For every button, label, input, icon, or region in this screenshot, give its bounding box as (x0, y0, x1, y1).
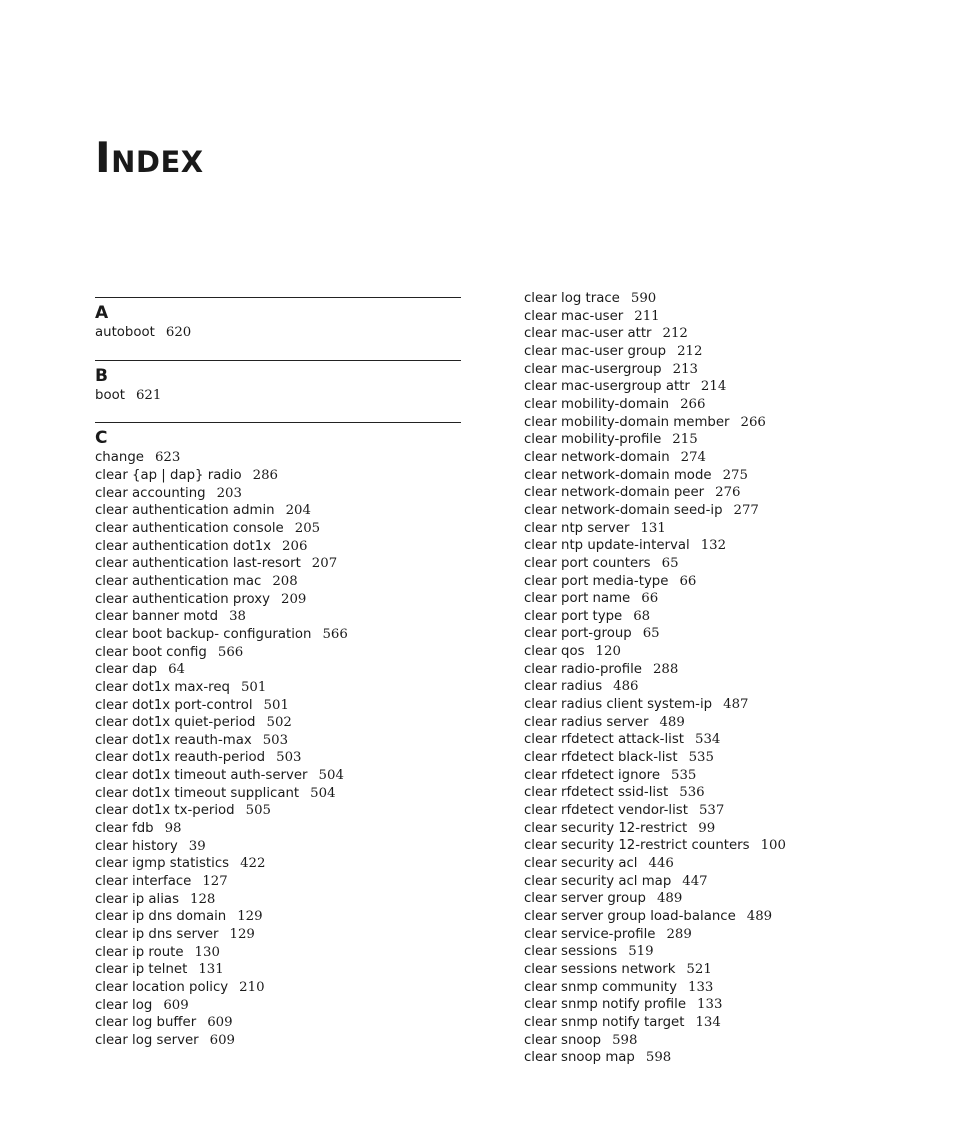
index-term: clear mobility-domain member (524, 414, 730, 430)
page-number: 519 (628, 944, 654, 960)
title-rest: NDEX (111, 145, 204, 179)
index-term: clear sessions (524, 944, 618, 960)
index-term: clear mac-usergroup attr (524, 379, 690, 395)
page-number: 501 (240, 679, 267, 695)
index-entry (95, 449, 461, 467)
index-entry (524, 555, 924, 573)
page-number: 209 (281, 591, 307, 607)
page-number: 489 (656, 891, 683, 907)
page-number: 211 (634, 308, 660, 324)
page-title (95, 133, 204, 184)
index-term: clear authentication proxy (95, 591, 270, 607)
page-number: 132 (700, 538, 727, 554)
index-term: clear boot config (95, 644, 207, 660)
page-number: 609 (207, 1015, 233, 1031)
index-entry (524, 537, 924, 555)
index-term: clear ip route (95, 944, 184, 960)
index-term: clear network-domain mode (524, 467, 712, 483)
index-term: clear port counters (524, 555, 651, 571)
page-number: 65 (661, 555, 679, 571)
section-letter: A (95, 303, 109, 323)
index-term: clear mac-usergroup (524, 361, 662, 377)
index-entry (524, 731, 924, 749)
index-term: clear ip telnet (95, 962, 188, 978)
index-entry (524, 361, 924, 379)
index-entry (95, 979, 461, 997)
index-entry (524, 714, 924, 732)
index-entry (524, 467, 924, 485)
index-term: clear log buffer (95, 1015, 197, 1031)
page-number: 266 (740, 414, 766, 430)
index-term: clear snoop map (524, 1050, 635, 1066)
index-term: clear server group load-balance (524, 908, 736, 924)
index-entry (524, 290, 924, 308)
page-number: 447 (682, 873, 708, 889)
index-term: clear dot1x port-control (95, 697, 253, 713)
index-entry (524, 643, 924, 661)
index-entry (524, 484, 924, 502)
index-entry (524, 308, 924, 326)
index-term: clear ntp update-interval (524, 538, 690, 554)
index-term: clear location policy (95, 980, 229, 995)
index-entry (95, 626, 461, 644)
page-number: 623 (154, 450, 181, 466)
page-number: 100 (760, 838, 786, 854)
index-entry (524, 520, 924, 538)
index-entry (95, 608, 461, 626)
index-entry (95, 1014, 461, 1032)
index-entry (524, 784, 924, 802)
index-entry (95, 926, 461, 944)
page-number: 65 (642, 626, 660, 642)
index-entry (524, 926, 924, 944)
index-term: clear dot1x timeout auth-server (95, 768, 308, 784)
index-entry (95, 467, 461, 485)
index-term: clear dot1x reauth-period (95, 750, 266, 766)
index-left-column (95, 297, 461, 1068)
index-term: clear snmp community (524, 979, 677, 995)
index-term: clear mobility-domain (524, 396, 670, 412)
index-entry (95, 714, 461, 732)
index-section-b (95, 360, 461, 405)
index-term: autoboot (95, 325, 155, 340)
page-number: 422 (240, 856, 266, 872)
index-term: clear mac-user group (524, 343, 667, 359)
page-number: 208 (272, 573, 298, 589)
index-entry (524, 608, 924, 626)
page-number: 566 (217, 644, 244, 660)
page-number: 489 (659, 714, 685, 730)
page-number: 206 (282, 538, 308, 554)
index-term: clear snmp notify profile (524, 997, 687, 1013)
page-number: 39 (188, 838, 206, 854)
page-number: 276 (715, 485, 741, 501)
section-letter: C (95, 428, 108, 449)
page-number: 274 (680, 449, 707, 465)
index-entry (524, 431, 924, 449)
index-entry (524, 908, 924, 926)
index-term: clear accounting (95, 485, 206, 501)
page-number: 214 (700, 379, 727, 395)
index-term: clear radio-profile (524, 661, 642, 677)
title-initial: I (95, 133, 112, 182)
page-number: 133 (697, 997, 723, 1013)
index-entry (524, 378, 924, 396)
index-entry (95, 873, 461, 891)
page-number: 131 (198, 962, 224, 978)
index-term: clear {ap | dap} radio (95, 467, 242, 483)
index-entry (95, 324, 461, 342)
index-term: clear port-group (524, 626, 632, 642)
index-entry (524, 573, 924, 591)
index-entry (524, 590, 924, 608)
index-entry (95, 591, 461, 609)
index-entry (524, 502, 924, 520)
index-entry (524, 979, 924, 997)
index-entry (524, 837, 924, 855)
index-entry (95, 838, 461, 856)
page-number: 537 (698, 803, 725, 819)
index-entry (524, 802, 924, 820)
page-number: 120 (595, 644, 621, 660)
page-number: 130 (194, 944, 220, 960)
index-term: clear server group (524, 891, 646, 907)
index-term: clear authentication last-resort (95, 556, 301, 572)
index-entry (95, 749, 461, 767)
page-number: 505 (245, 803, 272, 819)
index-term: clear authentication dot1x (95, 538, 272, 554)
index-term: clear history (95, 838, 178, 854)
index-term: clear igmp statistics (95, 856, 230, 872)
page-number: 212 (677, 343, 703, 359)
index-entry (95, 697, 461, 715)
page-number: 504 (318, 768, 344, 784)
page-number: 598 (612, 1032, 638, 1048)
index-term: clear rfdetect attack-list (524, 732, 685, 748)
index-term: clear security acl (524, 856, 638, 871)
index-entry (524, 625, 924, 643)
index-term: clear sessions network (524, 961, 676, 977)
index-entry (524, 325, 924, 343)
index-entry (524, 855, 924, 873)
page-number: 207 (311, 556, 338, 572)
index-term: clear rfdetect ssid-list (524, 785, 669, 801)
index-entry (95, 908, 461, 926)
index-entry (95, 679, 461, 697)
index-entry (95, 644, 461, 662)
index-term: clear radius client system-ip (524, 697, 713, 713)
index-term: clear security acl map (524, 873, 672, 889)
page-number: 129 (229, 927, 255, 943)
page-number: 134 (695, 1014, 721, 1030)
index-entry (95, 661, 461, 679)
page-number: 203 (216, 485, 242, 501)
page-number: 205 (294, 520, 321, 536)
index-term: clear port type (524, 608, 623, 624)
page-number: 489 (746, 908, 773, 924)
index-right-column (524, 290, 924, 1067)
index-term: clear radius (524, 679, 603, 695)
index-term: boot (95, 387, 125, 403)
page-number: 99 (698, 820, 716, 836)
index-term: clear rfdetect ignore (524, 767, 660, 783)
page-number: 66 (641, 591, 659, 607)
index-entry (524, 961, 924, 979)
page-number: 210 (239, 980, 265, 995)
index-term: clear log server (95, 1032, 199, 1048)
index-entry (95, 555, 461, 573)
index-entry (95, 944, 461, 962)
index-entry (524, 696, 924, 714)
index-term: clear network-domain (524, 449, 670, 465)
index-entry (95, 502, 461, 520)
index-term: clear mobility-profile (524, 432, 662, 448)
index-term: clear qos (524, 644, 585, 660)
index-term: clear boot backup- configuration (95, 626, 312, 642)
index-entry (95, 520, 461, 538)
page-number: 133 (688, 979, 714, 995)
index-term: clear mac-user (524, 308, 624, 324)
page-number: 504 (310, 785, 336, 801)
index-term: clear ip alias (95, 891, 180, 907)
page-number: 289 (666, 926, 692, 942)
page-number: 266 (680, 396, 706, 412)
page-number: 566 (322, 626, 348, 642)
index-entry (95, 538, 461, 556)
index-term: clear radius server (524, 714, 649, 730)
index-term: clear ntp server (524, 520, 630, 536)
page-number: 288 (652, 661, 679, 677)
page-number: 535 (671, 767, 697, 783)
index-entry (95, 802, 461, 820)
page-number: 68 (633, 608, 651, 624)
index-entry (524, 343, 924, 361)
index-term: clear network-domain seed-ip (524, 502, 723, 518)
page-number: 286 (252, 467, 279, 483)
page-number: 534 (695, 732, 721, 748)
page-number: 502 (266, 715, 292, 731)
index-term: clear port media-type (524, 573, 669, 589)
index-term: clear dot1x tx-period (95, 803, 235, 819)
index-term: clear rfdetect black-list (524, 750, 678, 766)
index-term: clear snoop (524, 1032, 602, 1048)
index-entry (95, 997, 461, 1015)
index-term: clear dap (95, 662, 158, 678)
index-entry (95, 891, 461, 909)
index-entry (95, 485, 461, 503)
index-entry (524, 678, 924, 696)
index-term: clear service-profile (524, 926, 656, 942)
index-term: clear network-domain peer (524, 485, 705, 501)
page-number: 486 (613, 679, 639, 695)
page-number: 535 (688, 750, 714, 766)
index-entry (524, 661, 924, 679)
page-number: 131 (640, 520, 666, 536)
page-number: 275 (722, 467, 748, 483)
page-number: 66 (679, 573, 697, 589)
page-number: 487 (723, 697, 749, 713)
page-number: 501 (263, 697, 289, 713)
page-number: 277 (733, 502, 759, 518)
page-number: 129 (237, 909, 263, 925)
page-number: 98 (164, 821, 182, 837)
index-entry (524, 820, 924, 838)
index-term: clear rfdetect vendor-list (524, 803, 688, 819)
page-number: 503 (276, 750, 302, 766)
index-term: clear dot1x reauth-max (95, 732, 252, 748)
page-number: 128 (190, 891, 216, 907)
index-term: clear dot1x quiet-period (95, 715, 256, 731)
index-term: clear interface (95, 874, 192, 890)
page-number: 446 (648, 856, 674, 871)
index-entry (524, 873, 924, 891)
index-term: clear authentication admin (95, 503, 275, 519)
index-entry (524, 1032, 924, 1050)
index-entry (524, 1049, 924, 1067)
page-number: 621 (135, 387, 162, 403)
index-entry (95, 767, 461, 785)
page-number: 127 (202, 874, 228, 890)
page-number: 204 (285, 503, 311, 519)
page-number: 620 (165, 325, 192, 340)
index-term: clear dot1x max-req (95, 679, 230, 695)
index-section-a (95, 297, 461, 342)
index-term: clear log trace (524, 291, 620, 306)
page-number: 213 (672, 361, 699, 377)
index-entry (524, 890, 924, 908)
page-number: 598 (645, 1050, 672, 1066)
index-entry (95, 573, 461, 591)
index-entry (95, 387, 461, 405)
index-section-c (95, 422, 461, 1049)
page-number: 536 (679, 785, 705, 801)
index-term: clear ip dns domain (95, 909, 227, 925)
section-letter: B (95, 365, 108, 386)
index-term: clear security 12-restrict counters (524, 838, 750, 854)
page-number: 212 (662, 326, 688, 342)
index-term: clear authentication console (95, 520, 284, 536)
index-term: clear snmp notify target (524, 1014, 685, 1030)
page-number: 609 (209, 1032, 236, 1048)
index-entry (95, 732, 461, 750)
index-term: clear dot1x timeout supplicant (95, 785, 300, 801)
page-number: 609 (163, 997, 189, 1013)
index-entry (524, 396, 924, 414)
index-term: change (95, 450, 144, 466)
index-term: clear authentication mac (95, 573, 262, 589)
index-entry (95, 785, 461, 803)
index-entry (524, 749, 924, 767)
index-entry (524, 414, 924, 432)
index-term: clear security 12-restrict (524, 820, 688, 836)
index-entry (95, 820, 461, 838)
page-number: 64 (168, 662, 185, 678)
index-entry (524, 449, 924, 467)
index-entry (524, 1014, 924, 1032)
index-entry (524, 943, 924, 961)
index-term: clear banner motd (95, 609, 219, 625)
index-entry (95, 1032, 461, 1050)
index-entry (95, 961, 461, 979)
index-term: clear fdb (95, 821, 154, 837)
index-term: clear mac-user attr (524, 326, 652, 342)
page-number: 590 (630, 291, 657, 306)
index-entry (95, 855, 461, 873)
index-term: clear log (95, 997, 153, 1013)
index-entry (524, 996, 924, 1014)
page-number: 38 (229, 609, 247, 625)
page-number: 215 (672, 432, 698, 448)
index-term: clear ip dns server (95, 927, 219, 943)
page-number: 521 (686, 961, 712, 977)
index-term: clear port name (524, 591, 631, 607)
page-number: 503 (262, 732, 289, 748)
index-entry (524, 767, 924, 785)
